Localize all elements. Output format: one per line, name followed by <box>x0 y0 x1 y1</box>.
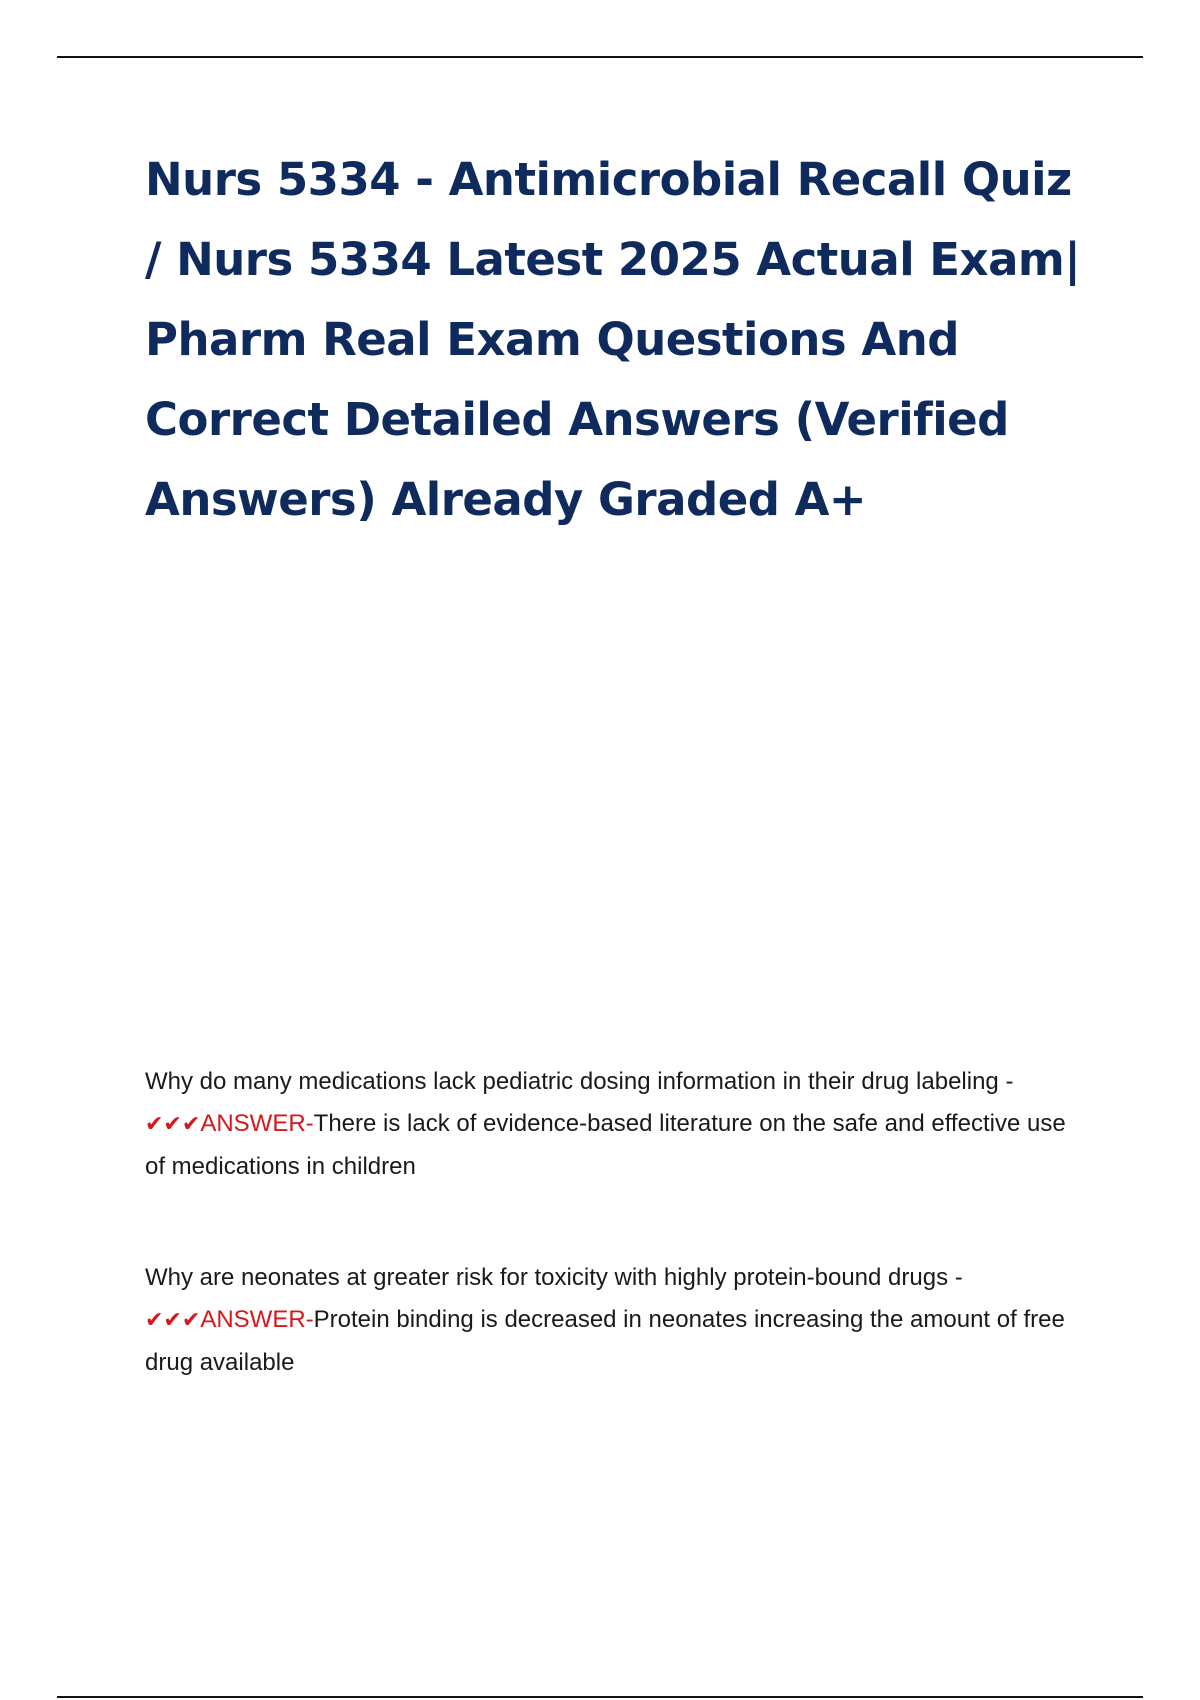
qa-item <box>145 1061 1080 1188</box>
answer-label: ANSWER- <box>200 1110 314 1137</box>
question-text: Why do many medications lack pediatric dosing information in their drug labeling - <box>145 1068 1014 1095</box>
document-title: Nurs 5334 - Antimicrobial Recall Quiz / Nurs 5334 Latest 2025 Actual Exam| Pharm Real Exam Questions And Correct Detailed Answers (Verified Answers) Already Graded A+ <box>145 153 1081 526</box>
question-text: Why are neonates at greater risk for toxicity with highly protein-bound drugs - <box>145 1264 963 1291</box>
header-rule <box>57 56 1143 58</box>
qa-item <box>145 1257 1080 1384</box>
answer-text: There is lack of evidence-based literature on the safe and effective use of medications in children <box>145 1110 1066 1180</box>
check-mark-icon: ✔✔✔ <box>145 1308 201 1333</box>
answer-label: ANSWER- <box>200 1306 314 1333</box>
answer-text: Protein binding is decreased in neonates increasing the amount of free drug available <box>145 1306 1065 1376</box>
check-mark-icon: ✔✔✔ <box>145 1112 201 1137</box>
footer-rule <box>57 1696 1143 1698</box>
